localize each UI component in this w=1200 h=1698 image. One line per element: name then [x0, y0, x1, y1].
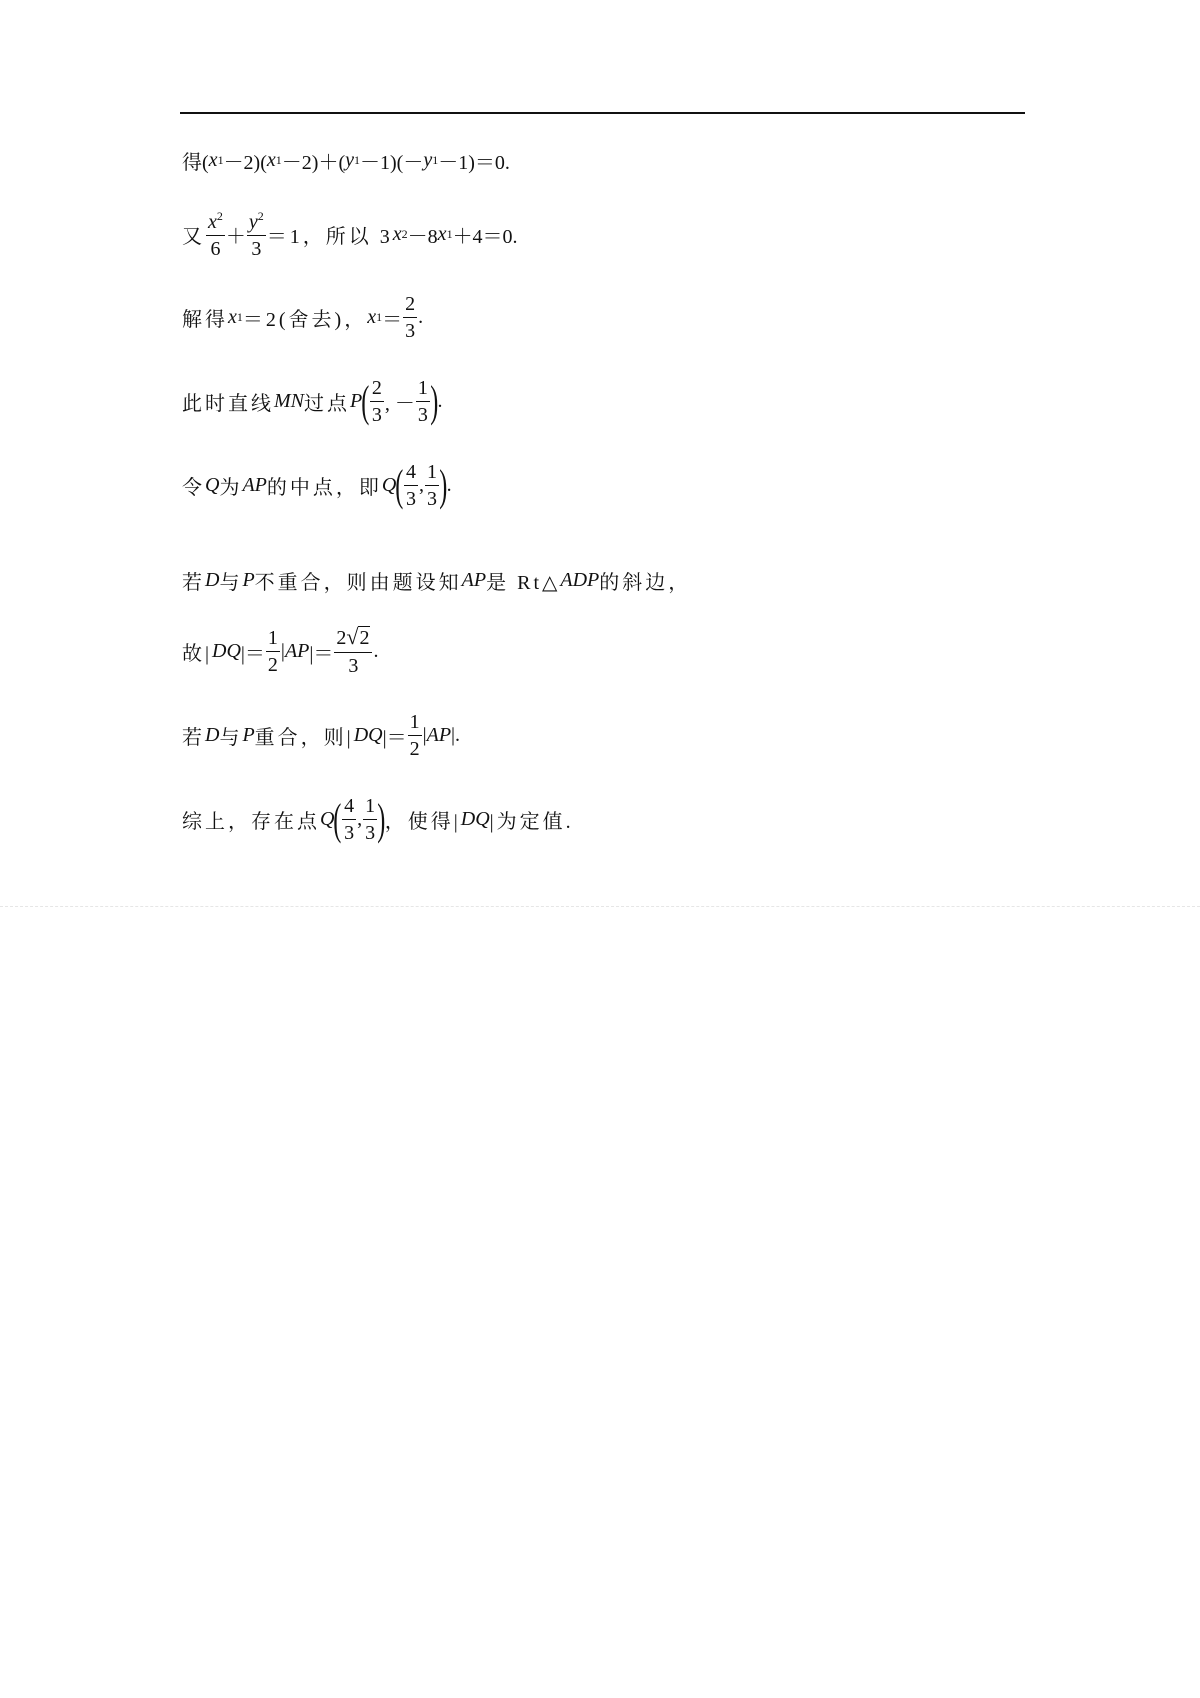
- text: |.: [451, 724, 461, 746]
- var: Q: [205, 474, 220, 496]
- text: .: [373, 639, 379, 662]
- text: |: [280, 639, 285, 662]
- fraction: [342, 796, 356, 843]
- numerator: 1: [266, 628, 280, 652]
- text: 与: [219, 727, 243, 749]
- fraction: [370, 378, 384, 425]
- var: AP: [242, 474, 267, 496]
- var: x: [266, 149, 276, 171]
- text: －8: [407, 226, 438, 248]
- var: AP: [461, 569, 487, 591]
- text: ＋: [225, 226, 246, 248]
- denominator: 3: [427, 488, 437, 510]
- fraction: [425, 462, 439, 509]
- text: －2)＋(: [281, 152, 346, 174]
- denominator: 3: [371, 404, 382, 426]
- subscript: 1: [432, 153, 439, 167]
- text: －1)(－: [360, 152, 424, 174]
- left-paren: (: [395, 460, 404, 510]
- text: , －: [384, 393, 415, 415]
- numerator: 2: [336, 627, 347, 649]
- numerator: 2: [403, 294, 417, 318]
- superscript: 2: [401, 227, 408, 241]
- right-paren: ): [377, 794, 386, 844]
- subscript: 1: [354, 153, 360, 167]
- page-separator: [0, 906, 1200, 907]
- var: DQ: [353, 724, 383, 746]
- text: 若: [182, 727, 205, 749]
- subscript: 1: [376, 310, 383, 324]
- var: AP: [426, 724, 452, 746]
- fraction: [266, 628, 280, 675]
- var: P: [242, 724, 255, 746]
- text: .: [446, 474, 452, 496]
- subscript: 1: [217, 153, 224, 167]
- left-paren: (: [361, 376, 370, 426]
- var: x: [208, 211, 217, 233]
- text: ＋4＝0.: [452, 226, 518, 248]
- var: P: [242, 569, 255, 591]
- fraction: [206, 210, 225, 259]
- text: ，使得|: [384, 811, 461, 833]
- text: 的斜边，: [599, 572, 692, 594]
- text: 此时直线: [182, 393, 274, 415]
- var: x: [228, 306, 237, 328]
- left-paren: (: [333, 794, 342, 844]
- var: Q: [320, 808, 335, 830]
- text: ＝2(舍去)，: [242, 309, 368, 331]
- text: 为: [219, 477, 243, 499]
- fraction: [403, 294, 417, 341]
- denominator: 2: [409, 738, 420, 760]
- var: y: [345, 149, 354, 171]
- equation-line-4: [182, 378, 443, 425]
- var: x: [437, 223, 447, 245]
- text: 是 Rt△: [486, 572, 561, 594]
- text: －2)(: [223, 152, 267, 174]
- text: ＝: [382, 309, 403, 331]
- denominator: 6: [210, 238, 221, 260]
- header-rule: [180, 112, 1025, 114]
- equation-line-6: [182, 566, 691, 595]
- var: D: [205, 724, 220, 746]
- text: .: [418, 306, 424, 328]
- subscript: 1: [236, 310, 243, 324]
- equation-line-8: [182, 712, 460, 759]
- numerator: 2: [370, 378, 384, 402]
- var: MN: [274, 390, 304, 412]
- sqrt: [346, 626, 370, 649]
- numerator: 4: [404, 462, 418, 486]
- denominator: 3: [251, 238, 262, 260]
- equation-line-7: [182, 626, 378, 676]
- text: 与: [219, 572, 243, 594]
- var: P: [350, 390, 363, 412]
- numerator: 4: [342, 796, 356, 820]
- right-paren: ): [439, 460, 448, 510]
- numerator: 1: [408, 712, 422, 736]
- var: x: [208, 149, 218, 171]
- denominator: 3: [417, 404, 428, 426]
- fraction: [334, 626, 372, 676]
- fraction: [408, 712, 422, 759]
- denominator: 3: [344, 822, 355, 844]
- denominator: 3: [405, 320, 416, 342]
- text: ,: [357, 808, 363, 830]
- fraction: [247, 210, 266, 259]
- var: y: [423, 149, 433, 171]
- text: 故|: [182, 642, 213, 665]
- var: D: [205, 569, 220, 591]
- var: x: [367, 306, 377, 328]
- equation-line-5: [182, 462, 452, 509]
- denominator: 3: [406, 488, 416, 510]
- text: 的中点，即: [266, 477, 382, 499]
- right-paren: ): [430, 376, 439, 426]
- numerator: 1: [416, 378, 430, 402]
- text: 若: [182, 572, 205, 594]
- var: ADP: [560, 569, 600, 591]
- var: y: [248, 211, 258, 233]
- fraction: [404, 462, 418, 509]
- subscript: 1: [275, 153, 282, 167]
- superscript: 2: [216, 209, 223, 223]
- var: Q: [381, 474, 397, 496]
- text: |＝: [382, 727, 407, 749]
- text: 令: [182, 477, 205, 499]
- text: ＝1，所以 3: [266, 226, 393, 248]
- var: DQ: [212, 639, 241, 662]
- var: DQ: [460, 808, 490, 830]
- denominator: 2: [267, 653, 278, 676]
- text: |: [422, 724, 427, 746]
- text: 综上，存在点: [182, 811, 320, 833]
- text: ,: [419, 474, 424, 496]
- text: |＝: [240, 642, 265, 665]
- text: .: [437, 390, 443, 412]
- subscript: 1: [446, 227, 453, 241]
- fraction: [363, 796, 377, 843]
- equation-line-1: [182, 146, 510, 175]
- denominator: 3: [348, 655, 359, 677]
- text: |＝: [309, 642, 334, 665]
- fraction: [416, 378, 430, 425]
- radical-sign: √: [346, 624, 359, 649]
- denominator: 3: [365, 822, 376, 844]
- text: 解得: [182, 309, 228, 331]
- text: 又: [182, 226, 205, 248]
- equation-line-9: [182, 796, 574, 843]
- superscript: 2: [257, 209, 264, 223]
- equation-line-3: [182, 294, 423, 341]
- var: x: [392, 223, 402, 245]
- numerator: 1: [425, 462, 439, 486]
- radicand: 2: [359, 627, 370, 649]
- text: |为定值.: [489, 811, 574, 833]
- text: 过点: [304, 393, 350, 415]
- text: 不重合，则由题设知: [254, 572, 462, 594]
- text: 得(: [182, 152, 209, 174]
- var: AP: [284, 639, 310, 662]
- text: －1)＝0.: [438, 152, 510, 174]
- equation-line-2: [182, 210, 518, 259]
- numerator: 1: [363, 796, 377, 820]
- text: 重合，则|: [254, 727, 354, 749]
